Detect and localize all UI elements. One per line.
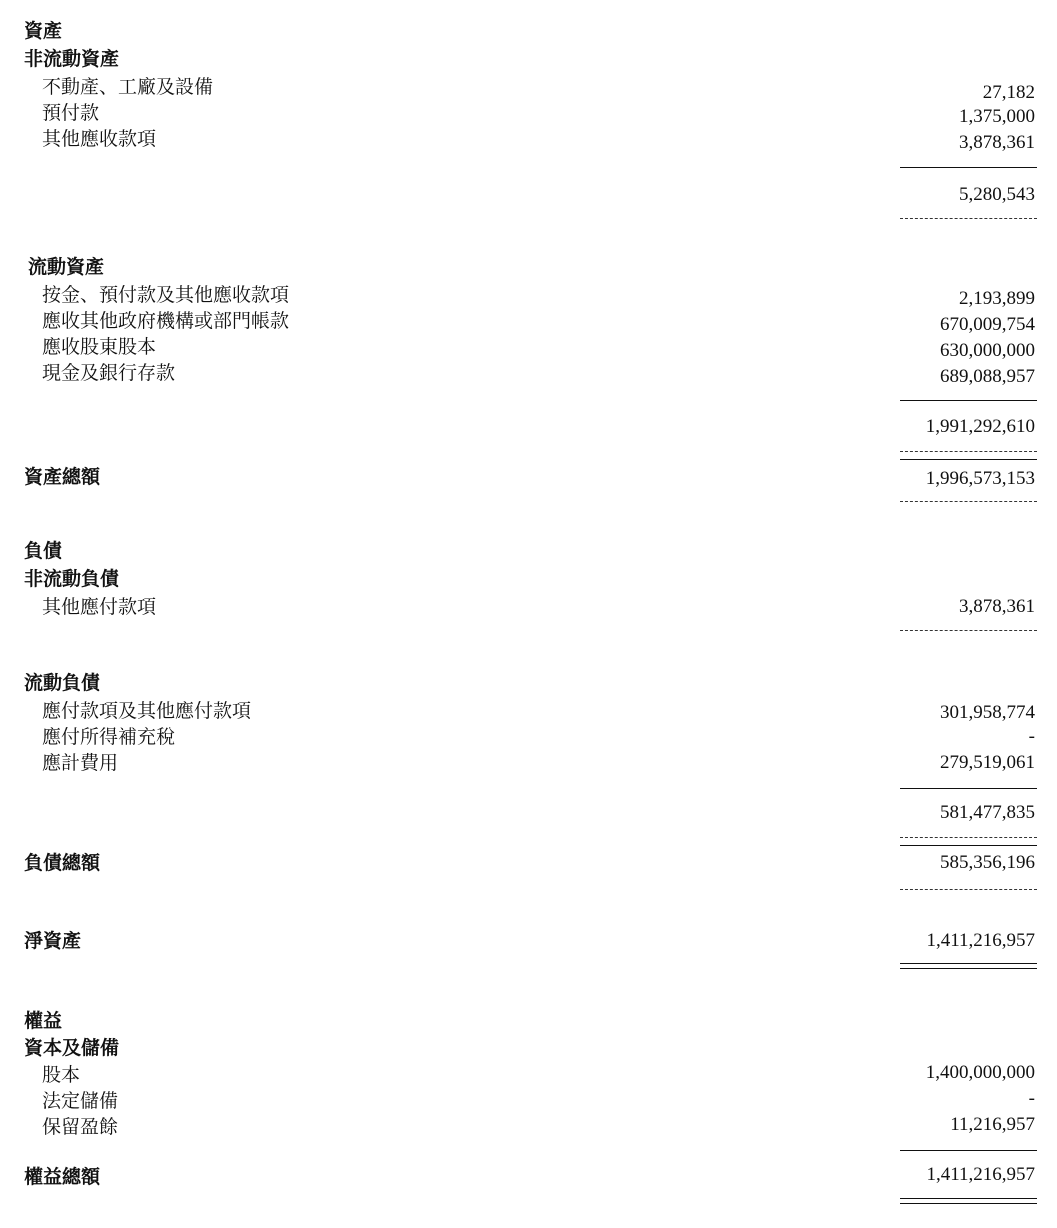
line-item-label: 法定儲備	[42, 1090, 119, 1112]
line-item-value: 1,400,000,000	[925, 1062, 1035, 1083]
subsection-heading-current-assets: 流動資產	[28, 256, 105, 278]
line-item-label: 其他應收款項	[42, 128, 157, 150]
line-item-label: 應付款項及其他應付款項	[42, 700, 252, 722]
line-item-label: 應付所得補充稅	[42, 726, 176, 748]
line-item-value: 3,878,361	[959, 132, 1035, 153]
subsection-heading-non-current-assets: 非流動資產	[24, 48, 120, 70]
line-item-value: 27,182	[982, 82, 1035, 103]
subtotal-value: 1,991,292,610	[925, 416, 1035, 437]
total-assets-value: 1,996,573,153	[925, 468, 1035, 489]
total-rule	[900, 459, 1037, 460]
line-item-value: 11,216,957	[950, 1114, 1035, 1135]
subsection-heading-capital-reserves: 資本及儲備	[24, 1037, 120, 1059]
line-item-label: 應收其他政府機構或部門帳款	[42, 310, 290, 332]
section-heading-equity: 權益	[24, 1010, 63, 1032]
line-item-label: 現金及銀行存款	[42, 362, 176, 384]
total-assets-label: 資產總額	[24, 466, 101, 488]
double-rule-top	[900, 963, 1037, 964]
line-item-label: 預付款	[42, 102, 100, 124]
dashed-rule	[900, 630, 1037, 631]
subtotal-rule	[900, 788, 1037, 789]
net-assets-value: 1,411,216,957	[926, 930, 1035, 951]
line-item-value: -	[1028, 726, 1035, 747]
dashed-rule	[900, 501, 1037, 502]
subsection-heading-current-liabilities: 流動負債	[24, 672, 101, 694]
line-item-label: 應計費用	[42, 752, 119, 774]
line-item-value: -	[1028, 1088, 1035, 1109]
total-liabilities-label: 負債總額	[24, 852, 101, 874]
subtotal-rule	[900, 1150, 1037, 1151]
subtotal-value: 5,280,543	[959, 184, 1035, 205]
dashed-rule	[900, 451, 1037, 452]
section-heading-assets: 資產	[24, 20, 63, 42]
dashed-rule	[900, 218, 1037, 219]
dashed-rule	[900, 889, 1037, 890]
line-item-label: 股本	[42, 1064, 81, 1086]
line-item-value: 3,878,361	[959, 596, 1035, 617]
line-item-label: 應收股東股本	[42, 336, 157, 358]
section-heading-liabilities: 負債	[24, 540, 63, 562]
total-equity-value: 1,411,216,957	[926, 1164, 1035, 1185]
dashed-rule	[900, 837, 1037, 838]
total-equity-label: 權益總額	[24, 1166, 101, 1188]
line-item-value: 689,088,957	[940, 366, 1035, 387]
subtotal-value: 581,477,835	[940, 802, 1035, 823]
double-rule-bottom	[900, 968, 1037, 969]
total-liabilities-value: 585,356,196	[940, 852, 1035, 873]
line-item-value: 630,000,000	[940, 340, 1035, 361]
double-rule-top	[900, 1198, 1037, 1199]
total-rule	[900, 845, 1037, 846]
double-rule-bottom	[900, 1203, 1037, 1204]
line-item-label: 不動產、工廠及設備	[42, 76, 214, 98]
line-item-label: 按金、預付款及其他應收款項	[42, 284, 290, 306]
line-item-value: 2,193,899	[959, 288, 1035, 309]
line-item-label: 保留盈餘	[42, 1116, 119, 1138]
subtotal-rule	[900, 400, 1037, 401]
line-item-value: 279,519,061	[940, 752, 1035, 773]
line-item-value: 1,375,000	[959, 106, 1035, 127]
line-item-label: 其他應付款項	[42, 596, 157, 618]
subtotal-rule	[900, 167, 1037, 168]
subsection-heading-non-current-liabilities: 非流動負債	[24, 568, 120, 590]
line-item-value: 670,009,754	[940, 314, 1035, 335]
net-assets-label: 淨資產	[24, 930, 82, 952]
line-item-value: 301,958,774	[940, 702, 1035, 723]
